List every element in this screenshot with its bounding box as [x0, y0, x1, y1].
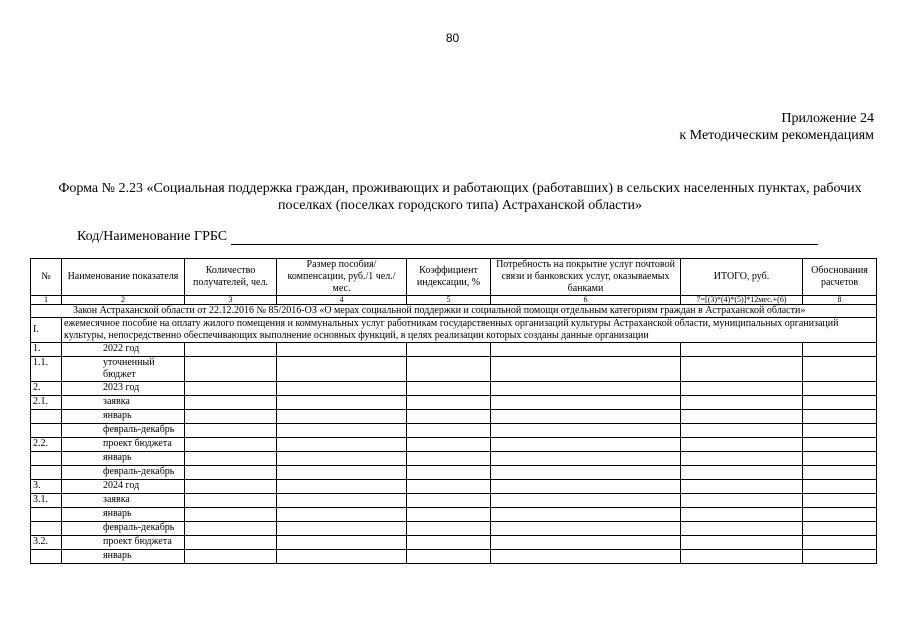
row-name: февраль-декабрь — [62, 522, 185, 536]
row-number: 2.1. — [31, 396, 62, 410]
value-cell — [185, 410, 277, 424]
row-number — [31, 452, 62, 466]
value-cell — [185, 424, 277, 438]
value-cell — [803, 452, 877, 466]
row-name: январь — [62, 410, 185, 424]
value-cell — [803, 396, 877, 410]
value-cell — [803, 438, 877, 452]
value-cell — [491, 382, 681, 396]
row-number: 1.1. — [31, 357, 62, 382]
value-cell — [277, 382, 407, 396]
value-cell — [803, 343, 877, 357]
appendix-caption — [679, 110, 874, 144]
column-number: 3 — [185, 296, 277, 305]
row-name: 2024 год — [62, 480, 185, 494]
value-cell — [803, 466, 877, 480]
value-cell — [491, 522, 681, 536]
header-cell: ИТОГО, руб. — [681, 259, 803, 296]
value-cell — [491, 452, 681, 466]
column-number: 1 — [31, 296, 62, 305]
value-cell — [681, 343, 803, 357]
value-cell — [407, 424, 491, 438]
row-number: 2.2. — [31, 438, 62, 452]
row-number: 3.2. — [31, 536, 62, 550]
row-number: 3.1. — [31, 494, 62, 508]
value-cell — [277, 522, 407, 536]
table-row — [31, 424, 877, 438]
value-cell — [803, 424, 877, 438]
value-cell — [803, 536, 877, 550]
section-row — [31, 318, 877, 343]
row-name: январь — [62, 550, 185, 564]
table-row — [31, 522, 877, 536]
value-cell — [277, 343, 407, 357]
value-cell — [491, 536, 681, 550]
value-cell — [185, 536, 277, 550]
value-cell — [277, 357, 407, 382]
value-cell — [277, 410, 407, 424]
column-number-row — [31, 296, 877, 305]
section-number: I. — [31, 318, 62, 343]
value-cell — [407, 466, 491, 480]
form-title: Форма № 2.23 «Социальная поддержка граждан, проживающих и работающих (работавших) в сельских населенных пунктах, рабочих поселках (поселках городского типа) Астраханской области» — [58, 181, 862, 213]
value-cell — [491, 357, 681, 382]
value-cell — [185, 452, 277, 466]
table-row — [31, 494, 877, 508]
table-row — [31, 343, 877, 357]
value-cell — [407, 396, 491, 410]
value-cell — [407, 508, 491, 522]
value-cell — [681, 396, 803, 410]
law-text: Закон Астраханской области от 22.12.2016 № 85/2016-ОЗ «О мерах социальной поддержки и социальной помощи отдельным категориям граждан в Астраханской области» — [31, 305, 877, 318]
column-number: 7=[(3)*(4)*(5)]*12мес.+(6) — [681, 296, 803, 305]
row-name: заявка — [62, 494, 185, 508]
value-cell — [407, 343, 491, 357]
law-row — [31, 305, 877, 318]
value-cell — [407, 382, 491, 396]
value-cell — [803, 357, 877, 382]
row-name: заявка — [62, 396, 185, 410]
row-name: январь — [62, 508, 185, 522]
appendix-line-1: Приложение 24 — [781, 111, 874, 126]
table-row — [31, 452, 877, 466]
row-number — [31, 550, 62, 564]
header-cell: Размер пособия/компенсации, руб./1 чел./мес. — [277, 259, 407, 296]
row-name: февраль-декабрь — [62, 424, 185, 438]
value-cell — [407, 410, 491, 424]
value-cell — [407, 438, 491, 452]
support-table — [30, 258, 877, 564]
value-cell — [491, 396, 681, 410]
value-cell — [277, 508, 407, 522]
value-cell — [277, 438, 407, 452]
row-number — [31, 410, 62, 424]
value-cell — [407, 536, 491, 550]
column-number: 4 — [277, 296, 407, 305]
table-row — [31, 508, 877, 522]
table-row — [31, 357, 877, 382]
value-cell — [803, 382, 877, 396]
row-name: 2023 год — [62, 382, 185, 396]
value-cell — [407, 522, 491, 536]
value-cell — [407, 494, 491, 508]
value-cell — [185, 508, 277, 522]
table-row — [31, 466, 877, 480]
value-cell — [277, 396, 407, 410]
table-row — [31, 550, 877, 564]
table-row — [31, 480, 877, 494]
value-cell — [185, 466, 277, 480]
row-name: февраль-декабрь — [62, 466, 185, 480]
header-cell: Обоснования расчетов — [803, 259, 877, 296]
row-name: январь — [62, 452, 185, 466]
value-cell — [407, 480, 491, 494]
table-row — [31, 536, 877, 550]
value-cell — [185, 382, 277, 396]
value-cell — [491, 466, 681, 480]
value-cell — [681, 424, 803, 438]
value-cell — [277, 536, 407, 550]
grbs-field — [77, 229, 818, 245]
row-name: проект бюджета — [62, 438, 185, 452]
value-cell — [681, 438, 803, 452]
value-cell — [681, 466, 803, 480]
value-cell — [681, 508, 803, 522]
row-name: 2022 год — [62, 343, 185, 357]
value-cell — [407, 452, 491, 466]
value-cell — [803, 410, 877, 424]
value-cell — [491, 438, 681, 452]
value-cell — [277, 494, 407, 508]
value-cell — [185, 357, 277, 382]
value-cell — [681, 357, 803, 382]
column-number: 5 — [407, 296, 491, 305]
value-cell — [407, 550, 491, 564]
value-cell — [185, 550, 277, 564]
value-cell — [185, 480, 277, 494]
column-number: 2 — [62, 296, 185, 305]
row-number — [31, 466, 62, 480]
value-cell — [277, 424, 407, 438]
appendix-line-2: к Методическим рекомендациям — [679, 128, 874, 143]
header-cell: Коэффициент индексации, % — [407, 259, 491, 296]
value-cell — [277, 480, 407, 494]
value-cell — [803, 522, 877, 536]
section-text: ежемесячное пособие на оплату жилого помещения и коммунальных услуг работникам государственных организаций культуры Астраханской области, муниципальных организаций культуры, непосредственно обеспечивающих выполнение основных функций, в целях реализации которых созданы данные организации — [62, 318, 877, 343]
value-cell — [803, 494, 877, 508]
value-cell — [185, 438, 277, 452]
value-cell — [185, 396, 277, 410]
grbs-blank-line — [231, 230, 818, 245]
value-cell — [803, 480, 877, 494]
column-number: 6 — [491, 296, 681, 305]
value-cell — [803, 508, 877, 522]
value-cell — [491, 494, 681, 508]
value-cell — [681, 410, 803, 424]
value-cell — [681, 536, 803, 550]
value-cell — [407, 357, 491, 382]
column-number: 8 — [803, 296, 877, 305]
table-row — [31, 410, 877, 424]
page-number: 80 — [445, 31, 460, 45]
value-cell — [803, 550, 877, 564]
row-number — [31, 424, 62, 438]
value-cell — [277, 550, 407, 564]
row-number: 1. — [31, 343, 62, 357]
value-cell — [681, 480, 803, 494]
table-row — [31, 396, 877, 410]
header-row — [31, 259, 877, 296]
table-row — [31, 438, 877, 452]
value-cell — [185, 522, 277, 536]
value-cell — [491, 424, 681, 438]
header-cell: Потребность на покрытие услуг почтовой связи и банковских услуг, оказываемых банками — [491, 259, 681, 296]
row-number — [31, 508, 62, 522]
value-cell — [491, 550, 681, 564]
value-cell — [681, 452, 803, 466]
grbs-label: Код/Наименование ГРБС — [77, 229, 228, 244]
header-cell: Наименование показателя — [62, 259, 185, 296]
row-name: проект бюджета — [62, 536, 185, 550]
value-cell — [681, 494, 803, 508]
row-number: 3. — [31, 480, 62, 494]
header-cell: № — [31, 259, 62, 296]
row-name: уточненный бюджет — [62, 357, 185, 382]
value-cell — [681, 550, 803, 564]
value-cell — [277, 466, 407, 480]
value-cell — [491, 480, 681, 494]
row-number — [31, 522, 62, 536]
header-cell: Количество получателей, чел. — [185, 259, 277, 296]
value-cell — [491, 343, 681, 357]
value-cell — [185, 494, 277, 508]
value-cell — [491, 508, 681, 522]
value-cell — [681, 382, 803, 396]
value-cell — [491, 410, 681, 424]
row-number: 2. — [31, 382, 62, 396]
table-row — [31, 382, 877, 396]
value-cell — [185, 343, 277, 357]
value-cell — [277, 452, 407, 466]
value-cell — [681, 522, 803, 536]
